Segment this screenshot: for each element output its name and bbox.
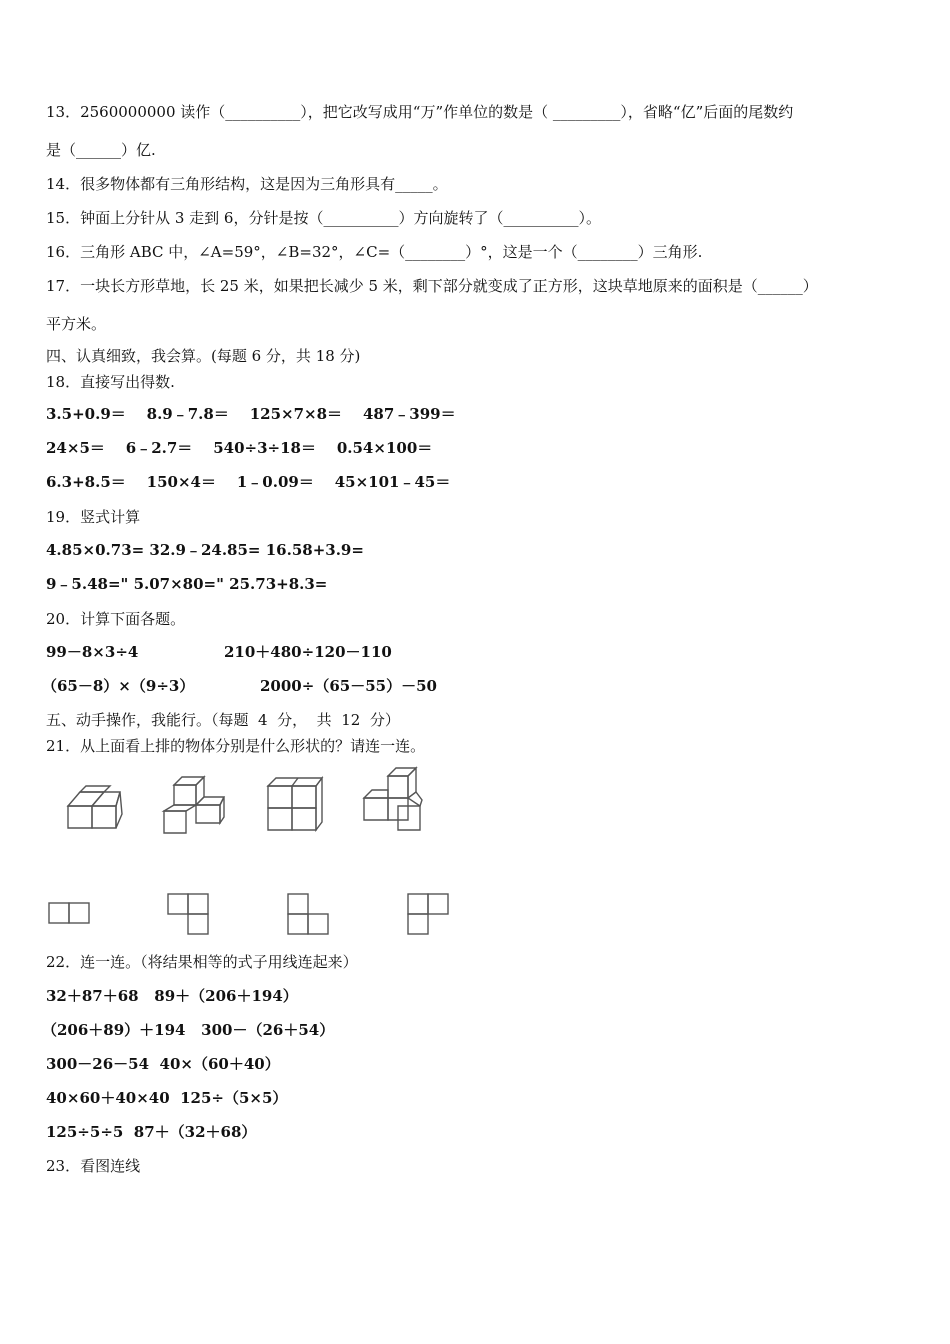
q22-title: 22．连一连。（将结果相等的式子用线连起来） bbox=[46, 953, 358, 971]
q19-row-1: 4.85×0.73= 32.9﹣24.85= 16.58+3.9= bbox=[46, 541, 364, 559]
top-view-shape-1 bbox=[48, 902, 92, 930]
top-view-shape-4 bbox=[406, 892, 450, 940]
q17-line1: 17．一块长方形草地，长 25 米，如果把长减少 5 米，剩下部分就变成了正方形，这块草地原来的面积是（______） bbox=[46, 277, 818, 295]
q20-expr-4: 2000÷（65－55）－50 bbox=[260, 677, 437, 695]
section-5-heading: 五、动手操作，我能行。（每题 4 分， 共 12 分） bbox=[46, 711, 400, 729]
q22-row-5: 125÷5÷5 87＋（32＋68） bbox=[46, 1123, 257, 1141]
q22-row-1: 32＋87＋68 89＋（206＋194） bbox=[46, 987, 298, 1005]
q14: 14．很多物体都有三角形结构，这是因为三角形具有_____。 bbox=[46, 175, 448, 193]
q13-line2: 是（______）亿. bbox=[46, 141, 156, 159]
q18-row-3: 6.3+8.5＝ 150×4＝ 1﹣0.09＝ 45×101﹣45＝ bbox=[46, 473, 451, 491]
cube-figure-1 bbox=[68, 786, 124, 836]
q13-line1: 13．2560000000 读作（__________），把它改写成用“万”作单位的数是（ _________），省略“亿”后面的尾数约 bbox=[46, 103, 794, 121]
q18-title: 18．直接写出得数. bbox=[46, 373, 175, 391]
q22-row-4: 40×60＋40×40 125÷（5×5） bbox=[46, 1089, 288, 1107]
cube-figure-2 bbox=[162, 775, 226, 839]
q22-row-2: （206＋89）＋194 300－（26＋54） bbox=[42, 1021, 335, 1039]
q19-row-2: 9﹣5.48=" 5.07×80=" 25.73+8.3= bbox=[46, 575, 328, 593]
q21-title: 21．从上面看上排的物体分别是什么形状的？请连一连。 bbox=[46, 737, 426, 755]
cube-figure-3 bbox=[266, 776, 322, 836]
q23-title: 23．看图连线 bbox=[46, 1157, 141, 1175]
q16: 16．三角形 ABC 中，∠A=59°，∠B=32°，∠C=（________）°，这是一个（________）三角形. bbox=[46, 243, 703, 261]
q22-row-3: 300－26－54 40×（60＋40） bbox=[46, 1055, 280, 1073]
top-view-shape-2 bbox=[166, 892, 210, 940]
q17-line2: 平方米。 bbox=[46, 315, 107, 333]
section-4-heading: 四、认真细致，我会算。(每题 6 分，共 18 分) bbox=[46, 347, 361, 365]
q18-row-2: 24×5＝ 6﹣2.7＝ 540÷3÷18＝ 0.54×100＝ bbox=[46, 439, 433, 457]
top-view-shape-3 bbox=[286, 892, 330, 940]
q20-expr-2: 210＋480÷120－110 bbox=[224, 643, 392, 661]
q15: 15．钟面上分针从 3 走到 6，分针是按（__________）方向旋转了（__________）。 bbox=[46, 209, 601, 227]
q18-row-1: 3.5+0.9＝ 8.9﹣7.8＝ 125×7×8＝ 487﹣399＝ bbox=[46, 405, 456, 423]
q20-title: 20．计算下面各题。 bbox=[46, 610, 186, 628]
cube-figure-4 bbox=[360, 768, 424, 836]
q20-expr-1: 99－8×3÷4 bbox=[46, 643, 139, 661]
q19-title: 19．竖式计算 bbox=[46, 508, 141, 526]
q20-expr-3: （65－8）×（9÷3） bbox=[42, 677, 195, 695]
